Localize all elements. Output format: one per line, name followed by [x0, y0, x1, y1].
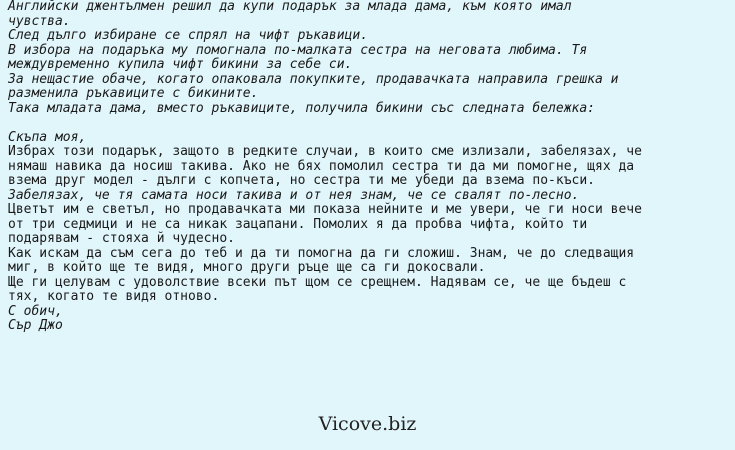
site-brand: Vicove.biz — [318, 413, 417, 435]
letter-line: от три седмици и не са никак зацапани. Помолих я да пробва чифта, който ти — [8, 216, 588, 232]
letter-line: Избрах този подарък, защото в редките случаи, в които сме излизали, забелязах, че — [8, 144, 642, 159]
letter-line: тях, когато те видя отново. — [8, 289, 220, 304]
letter-line: Цветът им е светъл, но продавачката ми показа нейните и ме увери, че ги носи вече — [8, 202, 642, 217]
letter-line: взема друг модел - дълги с копчета, но сестра ти ме убеди да взема по-къси. — [8, 173, 595, 188]
letter-line: миг, в който ще те видя, много други ръце ще са ги докосвали. — [8, 260, 486, 275]
intro-line: междувременно купила чифт бикини за себе си. — [8, 57, 353, 72]
intro-line: чувства. — [8, 13, 71, 29]
intro-line: За нещастие обаче, когато опаковала покупките, продавачката направила грешка и — [8, 71, 619, 87]
letter-line: нямаш навика да носиш такива. Ако не бях помолил сестра ти да ми помогне, щях да — [8, 158, 635, 174]
letter-salutation: Скъпа моя, — [8, 129, 87, 145]
intro-line: Така младата дама, вместо ръкавиците, получила бикини със следната бележка: — [8, 100, 595, 116]
letter-line: Как искам да съм сега до теб и да ти помогна да ги сложиш. Знам, че до следващия — [8, 245, 635, 261]
letter-closing: С обич, — [8, 303, 63, 319]
letter-signature: Сър Джо — [8, 318, 63, 333]
intro-line: След дълго избиране се спрял на чифт ръкавици. — [8, 28, 369, 43]
intro-line: В избора на подаръка му помогнала по-малката сестра на неговата любима. Тя — [8, 42, 588, 58]
letter-line: Забелязах, че тя самата носи такива и от нея знам, че се свалят по-лесно. — [8, 187, 580, 203]
intro-line: Английски джентълмен решил да купи подарък за млада дама, към която имал — [8, 0, 572, 14]
paragraph-gap — [8, 116, 730, 131]
intro-line: разменила ръкавиците с бикините. — [8, 86, 259, 101]
letter-line: подарявам - стояха й чудесно. — [8, 231, 235, 246]
story-text — [8, 0, 730, 334]
letter-line: Ще ги целувам с удоволствие всеки път щом се срещнем. Надявам се, че ще бъдеш с — [8, 274, 627, 290]
